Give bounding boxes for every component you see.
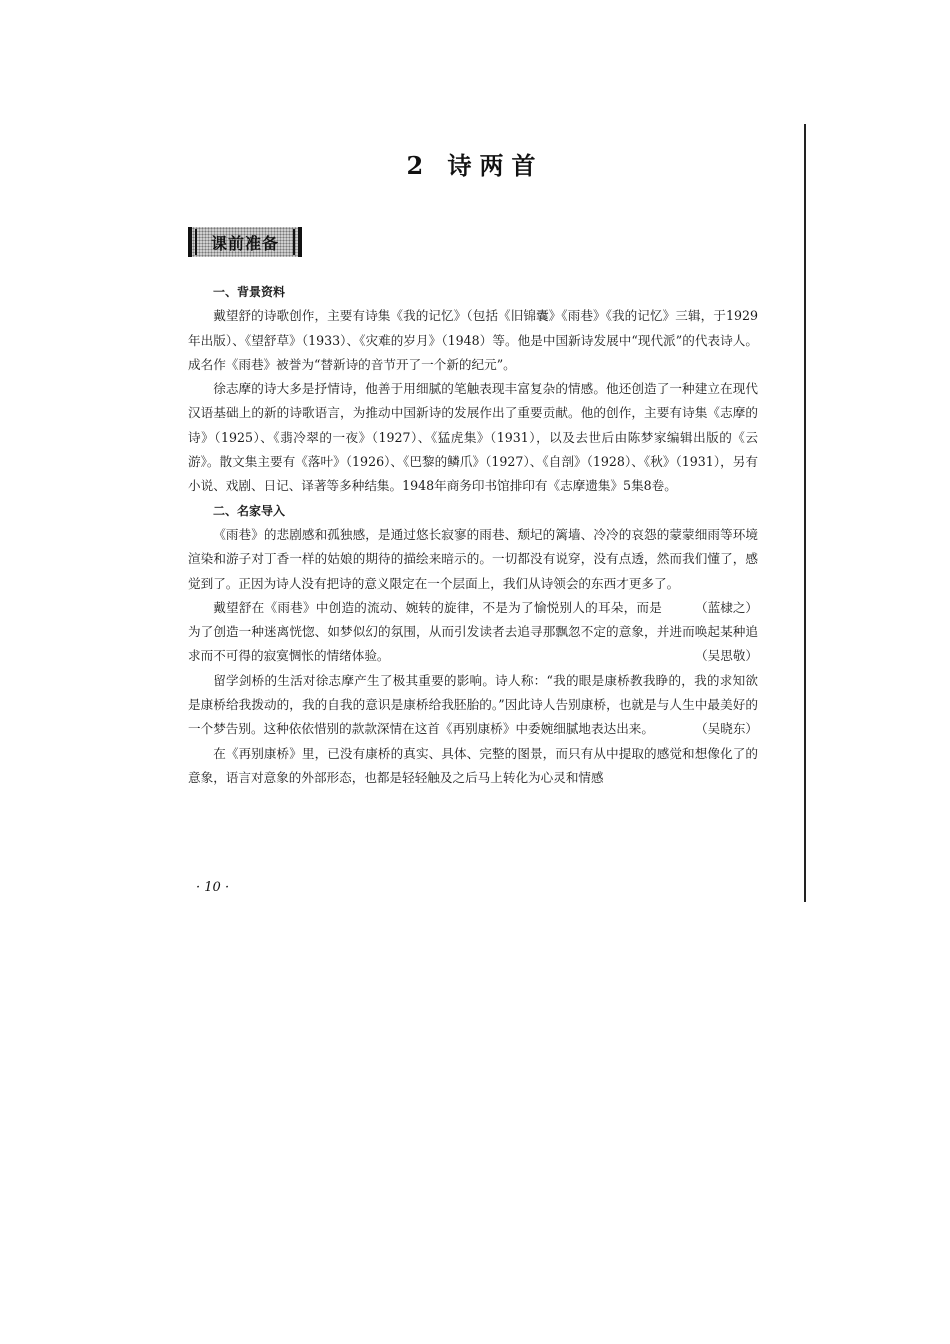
- page-margin-rule: [804, 124, 806, 902]
- page-number: · 10 ·: [196, 880, 230, 895]
- quote-text-2: 戴望舒在《雨巷》中创造的流动、婉转的旋律，不是为了愉悦别人的耳朵，而是为了创造一种迷离恍惚、如梦似幻的氛围，从而引发读者去追寻那飘忽不定的意象，并进而唤起某种追求而不可得的寂寞惆怅的情绪体验。: [188, 599, 758, 664]
- quote-paragraph-4: 在《再别康桥》里，已没有康桥的真实、具体、完整的图景，而只有从中提取的感觉和想像化了的意象，语言对意象的外部形态，也都是轻轻触及之后马上转化为心灵和情感: [188, 745, 758, 785]
- section-label: 课前准备: [210, 233, 279, 253]
- quote-paragraph-3: [188, 669, 758, 742]
- heading-background: 一、背景资料: [213, 285, 286, 299]
- paragraph-dai-wangshu: 戴望舒的诗歌创作，主要有诗集《我的记忆》（包括《旧锦囊》《雨巷》《我的记忆》三辑，于1929年出版）、《望舒草》（1933）、《灾难的岁月》（1948）等。他是中国新诗发展中“现代派”的代表诗人。成名作《雨巷》被誉为“替新诗的音节开了一个新的纪元”。: [188, 308, 758, 372]
- section-box-right-bar: [293, 229, 295, 255]
- section-label-box: [188, 227, 302, 257]
- quote-attribution-1: （蓝棣之）: [695, 599, 758, 615]
- heading-critics: 二、名家导入: [213, 503, 286, 518]
- quote-paragraph-1: [188, 523, 758, 615]
- body-text: [188, 280, 758, 790]
- quote-text-3: 留学剑桥的生活对徐志摩产生了极其重要的影响。诗人称：“我的眼是康桥教我睁的，我的求知欲是康桥给我拨动的，我的自我的意识是康桥给我胚胎的。”因此诗人告别康桥，也就是与人生中最美好的一个梦告别。这种依依惜别的款款深情在这首《再别康桥》中委婉细腻地表达出来。: [188, 672, 758, 737]
- quote-attribution-3: （吴晓东）: [695, 721, 758, 737]
- quote-text-1: 《雨巷》的悲剧感和孤独感，是通过悠长寂寥的雨巷、颓圮的篱墙、冷冷的哀怨的蒙蒙细雨等环境渲染和游子对丁香一样的姑娘的期待的描绘来暗示的。一切都没有说穿，没有点透，然而我们懂了，感觉到了。正因为诗人没有把诗的意义限定在一个层面上，我们从诗领会的东西才更多了。: [188, 526, 758, 591]
- quote-attribution-2: （吴思敬）: [695, 648, 758, 664]
- section-box-left-bar: [195, 229, 197, 255]
- paragraph-xu-zhimo: 徐志摩的诗大多是抒情诗，他善于用细腻的笔触表现丰富复杂的情感。他还创造了一种建立在现代汉语基础上的新的诗歌语言，为推动中国新诗的发展作出了重要贡献。他的创作，主要有诗集《志摩的诗》（1925）、《翡冷翠的一夜》（1927）、《猛虎集》（1931），以及去世后由陈梦家编辑出版的《云游》。散文集主要有《落叶》（1926）、《巴黎的鳞爪》（1927）、《自剖》（1928）、《秋》（1931），另有小说、戏剧、日记、译著等多种结集。1948年商务印书馆排印有《志摩遗集》5集8卷。: [188, 381, 758, 494]
- page-title: 2 诗两首: [406, 151, 544, 180]
